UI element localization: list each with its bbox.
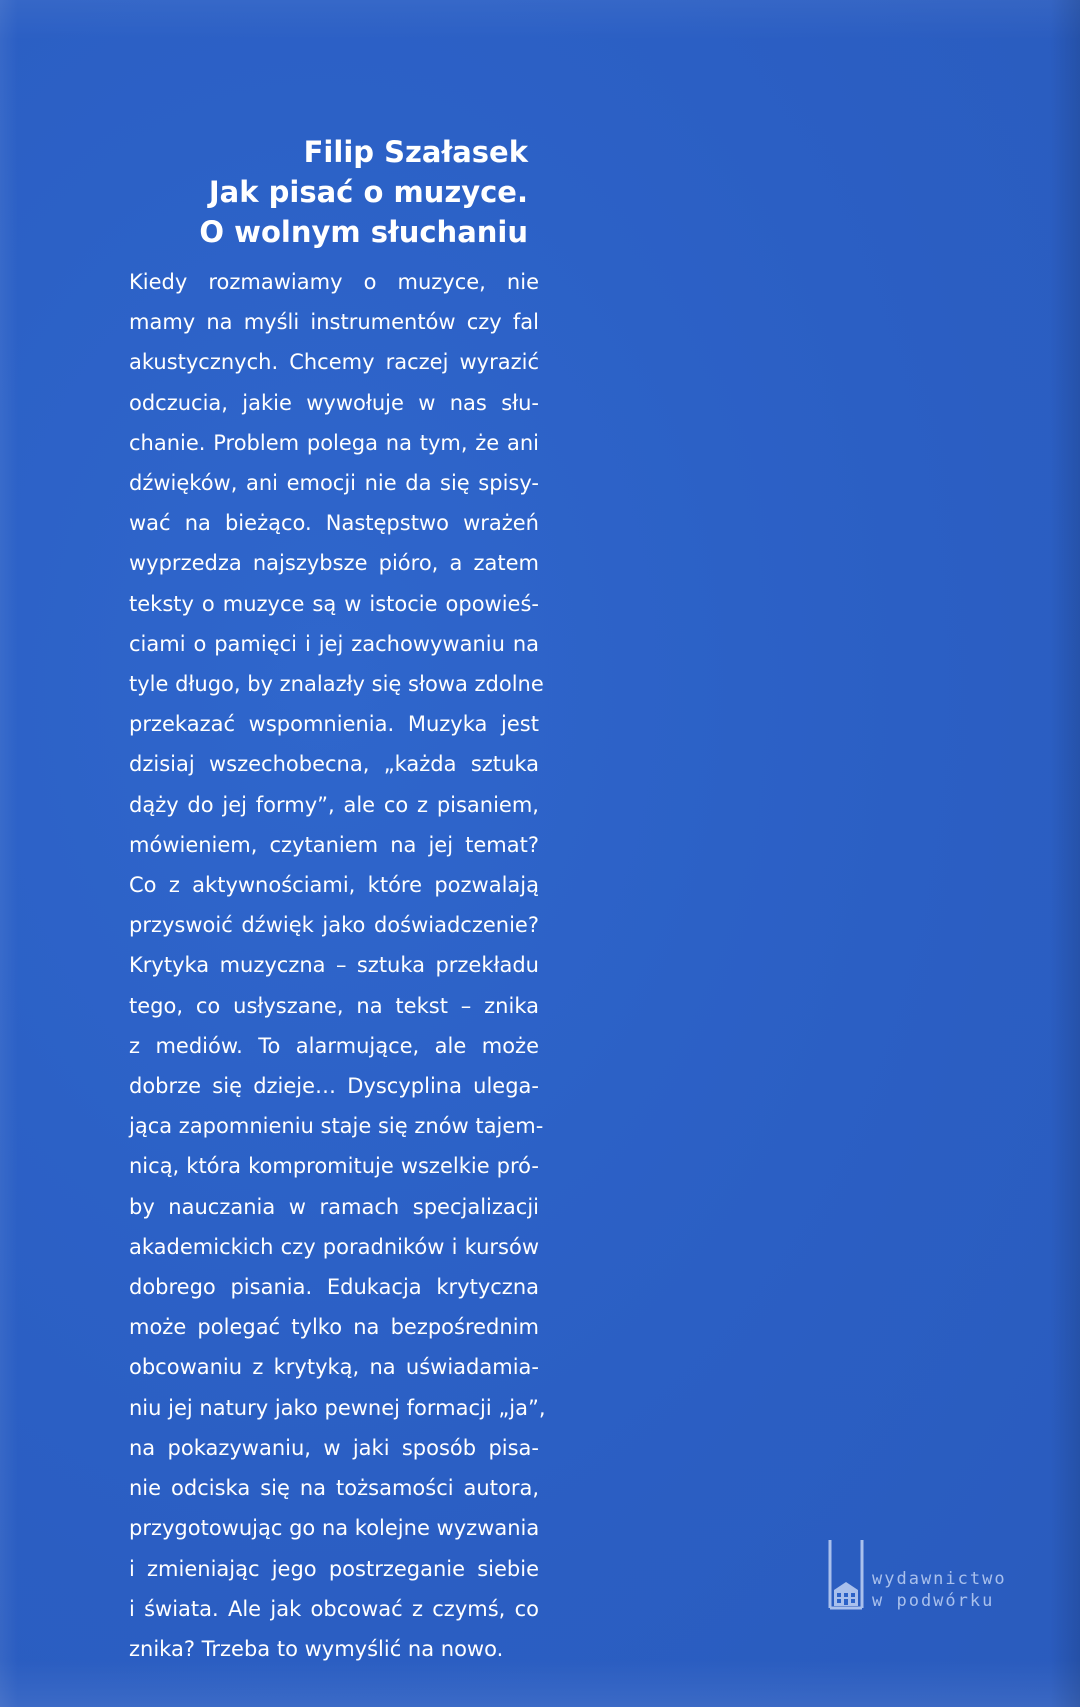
book-heading <box>108 132 528 252</box>
blurb-line: wyprzedza najszybsze pióro, a zatem <box>129 551 539 576</box>
blurb-line: mamy na myśli instrumentów czy fal <box>129 310 539 335</box>
blurb-line: na pokazywaniu, w jaki sposób pisa- <box>129 1435 539 1460</box>
publisher-name-line-2: w podwórku <box>872 1591 995 1611</box>
blurb-line: nie odciska się na tożsamości autora, <box>129 1476 539 1501</box>
blurb-line: akustycznych. Chcemy raczej wyrazić <box>129 350 539 375</box>
blurb-line: z mediów. To alarmujące, ale może <box>129 1033 539 1058</box>
blurb-line: tyle długo, by znalazły się słowa zdolne <box>129 672 544 697</box>
publisher-name <box>872 1568 1007 1612</box>
blurb-line: Kiedy rozmawiamy o muzyce, nie <box>129 270 539 294</box>
blurb-line: dąży do jej formy”, ale co z pisaniem, <box>129 792 539 817</box>
blurb-line: przyswoić dźwięk jako doświadczenie? <box>129 913 539 938</box>
blurb-line: chanie. Problem polega na tym, że ani <box>129 430 539 455</box>
blurb-text <box>129 262 546 1669</box>
author-name: Filip Szałasek <box>303 135 528 169</box>
blurb-line: obcowaniu z krytyką, na uświadamia- <box>129 1355 539 1380</box>
blurb-line: przekazać wspomnienia. Muzyka jest <box>129 712 539 737</box>
blurb-line: teksty o muzyce są w istocie opowieś- <box>129 591 539 616</box>
blurb-line: i zmieniając jego postrzeganie siebie <box>129 1556 539 1581</box>
blurb-line: wać na bieżąco. Następstwo wrażeń <box>129 511 539 536</box>
blurb-line: by nauczania w ramach specjalizacji <box>129 1194 539 1219</box>
blurb-line: dzisiaj wszechobecna, „każda sztuka <box>129 752 539 777</box>
blurb-line: znika? Trzeba to wymyślić na nowo. <box>129 1636 504 1661</box>
blurb-line: niu jej natury jako pewnej formacji „ja”, <box>129 1395 546 1420</box>
publisher-logo <box>826 1538 1046 1618</box>
publisher-name-line-1: wydawnictwo <box>872 1569 1007 1589</box>
blurb-line: jąca zapomnieniu staje się znów tajem- <box>129 1114 544 1139</box>
blurb-line: tego, co usłyszane, na tekst – znika <box>129 993 539 1018</box>
blurb-line: ciami o pamięci i jej zachowywaniu na <box>129 631 539 656</box>
blurb-line: dobrego pisania. Edukacja krytyczna <box>129 1275 539 1300</box>
blurb-line: akademickich czy poradników i kursów <box>129 1234 539 1259</box>
blurb-line: odczucia, jakie wywołuje w nas słu- <box>129 390 539 415</box>
book-title-line-2: O wolnym słuchaniu <box>199 215 528 249</box>
blurb-line: przygotowując go na kolejne wyzwania <box>129 1516 540 1541</box>
blurb-line: dźwięków, ani emocji nie da się spisy- <box>129 471 539 496</box>
blurb-line: mówieniem, czytaniem na jej temat? <box>129 832 539 857</box>
building-icon <box>826 1538 866 1618</box>
blurb-line: może polegać tylko na bezpośrednim <box>129 1315 539 1340</box>
blurb-line: dobrze się dzieje… Dyscyplina ulega- <box>129 1074 539 1099</box>
blurb-line: Co z aktywnościami, które pozwalają <box>129 873 539 898</box>
blurb-line: nicą, która kompromituje wszelkie pró- <box>129 1154 539 1179</box>
book-title-line-1: Jak pisać o muzyce. <box>208 175 528 209</box>
blurb-line: i świata. Ale jak obcować z czymś, co <box>129 1596 539 1621</box>
blurb-line: Krytyka muzyczna – sztuka przekładu <box>129 953 539 978</box>
